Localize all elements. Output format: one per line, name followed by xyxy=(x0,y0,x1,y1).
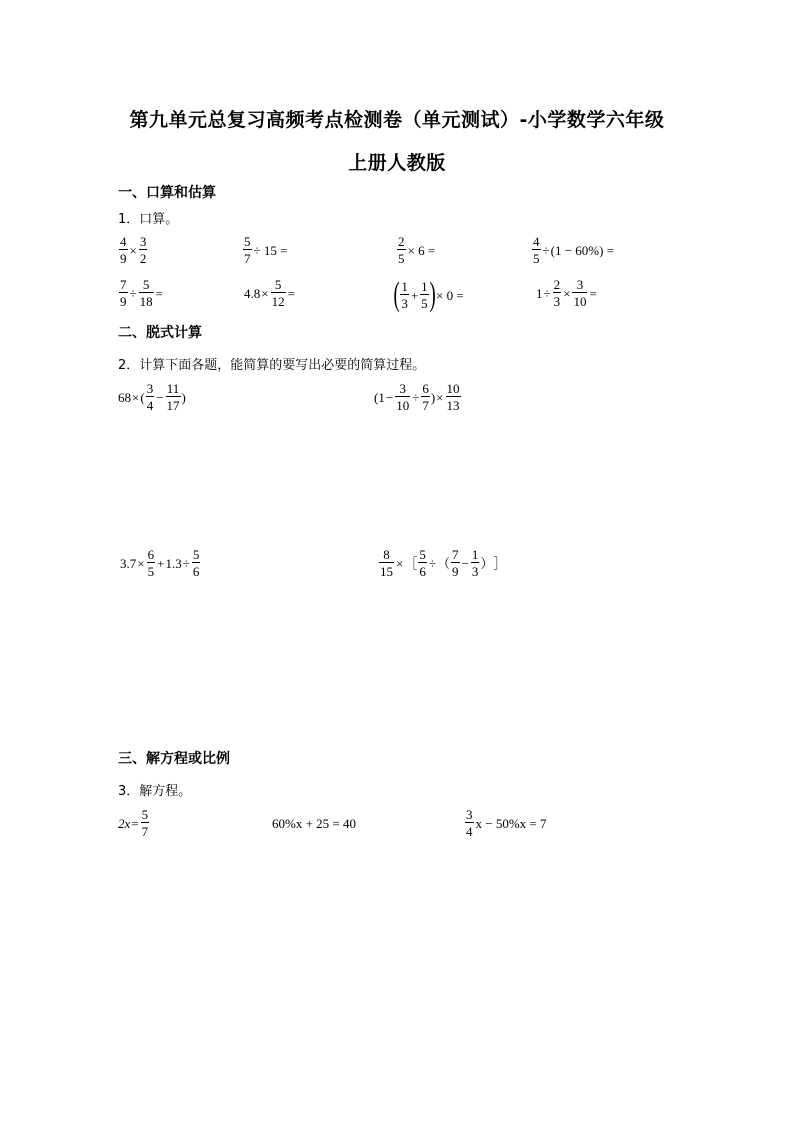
equation-1: 2x = $\frac{5}{7}$ xyxy=(118,807,149,839)
section-heading-equations: 三、解方程或比例 xyxy=(118,751,230,767)
oral-item-8: 1 ÷ $\frac{2}{3}$ × $\frac{3}{10}$ = xyxy=(536,277,597,309)
page-subtitle: 上册人教版 xyxy=(348,152,446,174)
question-3: 3．解方程。 xyxy=(118,784,192,799)
fraction: $\frac{11}{17}$ xyxy=(166,381,180,413)
fraction: $\frac{3}{10}$ xyxy=(396,381,410,413)
fraction: $\frac{1}{3}$ xyxy=(471,547,479,579)
calc-item-3: 3.7 × $\frac{6}{5}$ + 1.3 ÷ $\frac{5}{6}$ xyxy=(120,547,200,579)
fraction: $\frac{5}{6}$ xyxy=(192,547,200,579)
oral-item-6: 4.8 × $\frac{5}{12}$ = xyxy=(244,277,295,309)
fraction: $\frac{1}{3}$ xyxy=(401,279,408,311)
fraction: $\frac{7}{9}$ xyxy=(120,277,127,309)
question-2: 2．计算下面各题，能简算的要写出必要的简算过程。 xyxy=(118,358,426,373)
fraction: $\frac{2}{3}$ xyxy=(553,277,561,309)
fraction: $\frac{5}{7}$ xyxy=(141,807,149,839)
oral-item-1: $\frac{4}{9}$ × $\frac{3}{2}$ xyxy=(120,234,147,266)
oral-item-5: $\frac{7}{9}$ ÷ $\frac{5}{18}$ = xyxy=(120,277,163,309)
fraction: $\frac{5}{7}$ xyxy=(244,234,251,266)
fraction: $\frac{3}{4}$ xyxy=(466,807,473,839)
calc-item-1: 68 × ( $\frac{3}{4}$ − $\frac{11}{17}$ ) xyxy=(118,381,186,413)
question-1: 1．口算。 xyxy=(118,212,179,227)
equation-3: $\frac{3}{4}$ x − 50%x = 7 xyxy=(466,807,547,839)
oral-item-2: $\frac{5}{7}$ ÷ 15 = xyxy=(244,234,288,266)
fraction: $\frac{4}{5}$ xyxy=(533,234,540,266)
fraction: $\frac{2}{5}$ xyxy=(398,234,405,266)
page-title: 第九单元总复习高频考点检测卷（单元测试）-小学数学六年级 xyxy=(129,109,665,131)
calc-item-4: $\frac{8}{15}$ × ［ $\frac{5}{6}$ ÷ （ $\frac{7}{9}$ − $\frac{1}{3}$ ） ］ xyxy=(380,547,507,579)
fraction: $\frac{5}{18}$ xyxy=(139,277,153,309)
section-heading-stepwise: 二、脱式计算 xyxy=(118,325,202,341)
fraction: $\frac{8}{15}$ xyxy=(380,547,393,579)
fraction: $\frac{4}{9}$ xyxy=(120,234,127,266)
oral-item-7: ( $\frac{1}{3}$ + $\frac{1}{5}$ ) × 0 = xyxy=(393,276,464,313)
equation-2: 60%x + 25 = 40 xyxy=(272,816,356,831)
calc-item-2: (1 − $\frac{3}{10}$ ÷ $\frac{6}{7}$ ) × $\frac{10}{13}$ xyxy=(374,381,460,413)
fraction: $\frac{3}{4}$ xyxy=(146,381,154,413)
fraction: $\frac{6}{7}$ xyxy=(422,381,429,413)
fraction: $\frac{6}{5}$ xyxy=(147,547,155,579)
oral-item-3: $\frac{2}{5}$ × 6 = xyxy=(398,234,436,266)
fraction: $\frac{5}{6}$ xyxy=(419,547,426,579)
oral-item-4: $\frac{4}{5}$ ÷ (1 − 60%) = xyxy=(533,234,615,266)
fraction: $\frac{10}{13}$ xyxy=(446,381,460,413)
fraction: $\frac{3}{10}$ xyxy=(573,277,587,309)
fraction: $\frac{3}{2}$ xyxy=(139,234,147,266)
fraction: $\frac{7}{9}$ xyxy=(452,547,459,579)
fraction: $\frac{1}{5}$ xyxy=(421,279,428,311)
fraction: $\frac{5}{12}$ xyxy=(271,277,285,309)
section-heading-oral: 一、口算和估算 xyxy=(118,185,216,201)
